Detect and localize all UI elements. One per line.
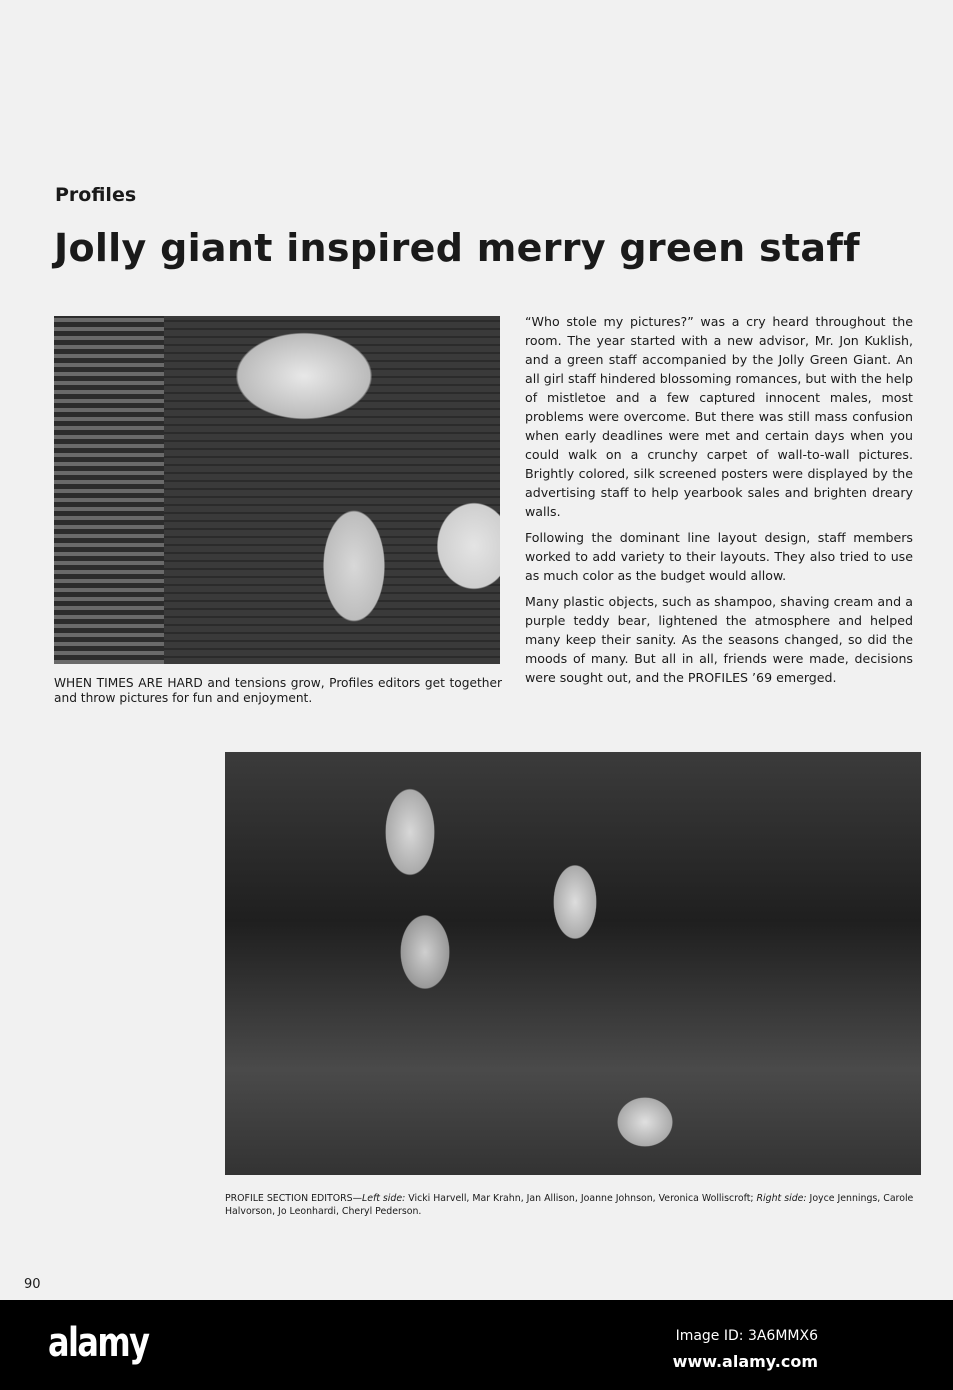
watermark-footer <box>0 1300 953 1390</box>
caption-left-label: Left side: <box>361 1193 406 1204</box>
caption-lead: PROFILE SECTION EDITORS— <box>225 1193 362 1204</box>
photo-caption: WHEN TIMES ARE HARD and tensions grow, Profiles editors get together and throw pictures for fun and enjoyment. <box>54 676 502 705</box>
group-photo-caption <box>225 1192 915 1218</box>
caption-right-names: Joyce Jennings, Carole Halvorson, Jo Leonhardi, Cheryl Pederson. <box>225 1193 914 1217</box>
article-body <box>525 312 913 694</box>
alamy-logo: alamy <box>48 1320 149 1366</box>
article-paragraph: Following the dominant line layout design, staff members worked to add variety to their layouts. They also tried to use as much color as the budget would allow. <box>525 530 913 583</box>
site-url: www.alamy.com <box>672 1352 818 1371</box>
article-paragraph: Many plastic objects, such as shampoo, shaving cream and a purple teddy bear, lightened the atmosphere and helped many keep their sanity. As the seasons changed, so did the moods of many. But all in all, friends were made, decisions were sought out, and the PROFILES ’69 emerged. <box>525 594 913 685</box>
article-paragraph: “Who stole my pictures?” was a cry heard throughout the room. The year started with a new advisor, Mr. Jon Kuklish, and a green staff accompanied by the Jolly Green Giant. An all girl staff hindered blossoming romances, but with the help of mistletoe and a few captured innocent males, most problems were overcome. But there was still mass confusion when early deadlines were met and certain days when you could walk on a crunchy carpet of wall-to-wall pictures. Brightly colored, silk screened posters were displayed by the advertising staff to help yearbook sales and brighten dreary walls. <box>525 314 913 519</box>
photo-editors-throwing-pictures <box>54 316 500 664</box>
caption-left-names: Vicki Harvell, Mar Krahn, Jan Allison, Joanne Johnson, Veronica Wolliscroft; <box>405 1193 757 1204</box>
section-heading: Profiles <box>55 184 137 206</box>
page-number: 90 <box>24 1277 41 1292</box>
photo-section-editors-group <box>225 752 921 1175</box>
caption-right-label: Right side: <box>756 1193 807 1204</box>
page-title: Jolly giant inspired merry green staff <box>54 226 860 270</box>
image-id: Image ID: 3A6MMX6 <box>675 1328 818 1344</box>
